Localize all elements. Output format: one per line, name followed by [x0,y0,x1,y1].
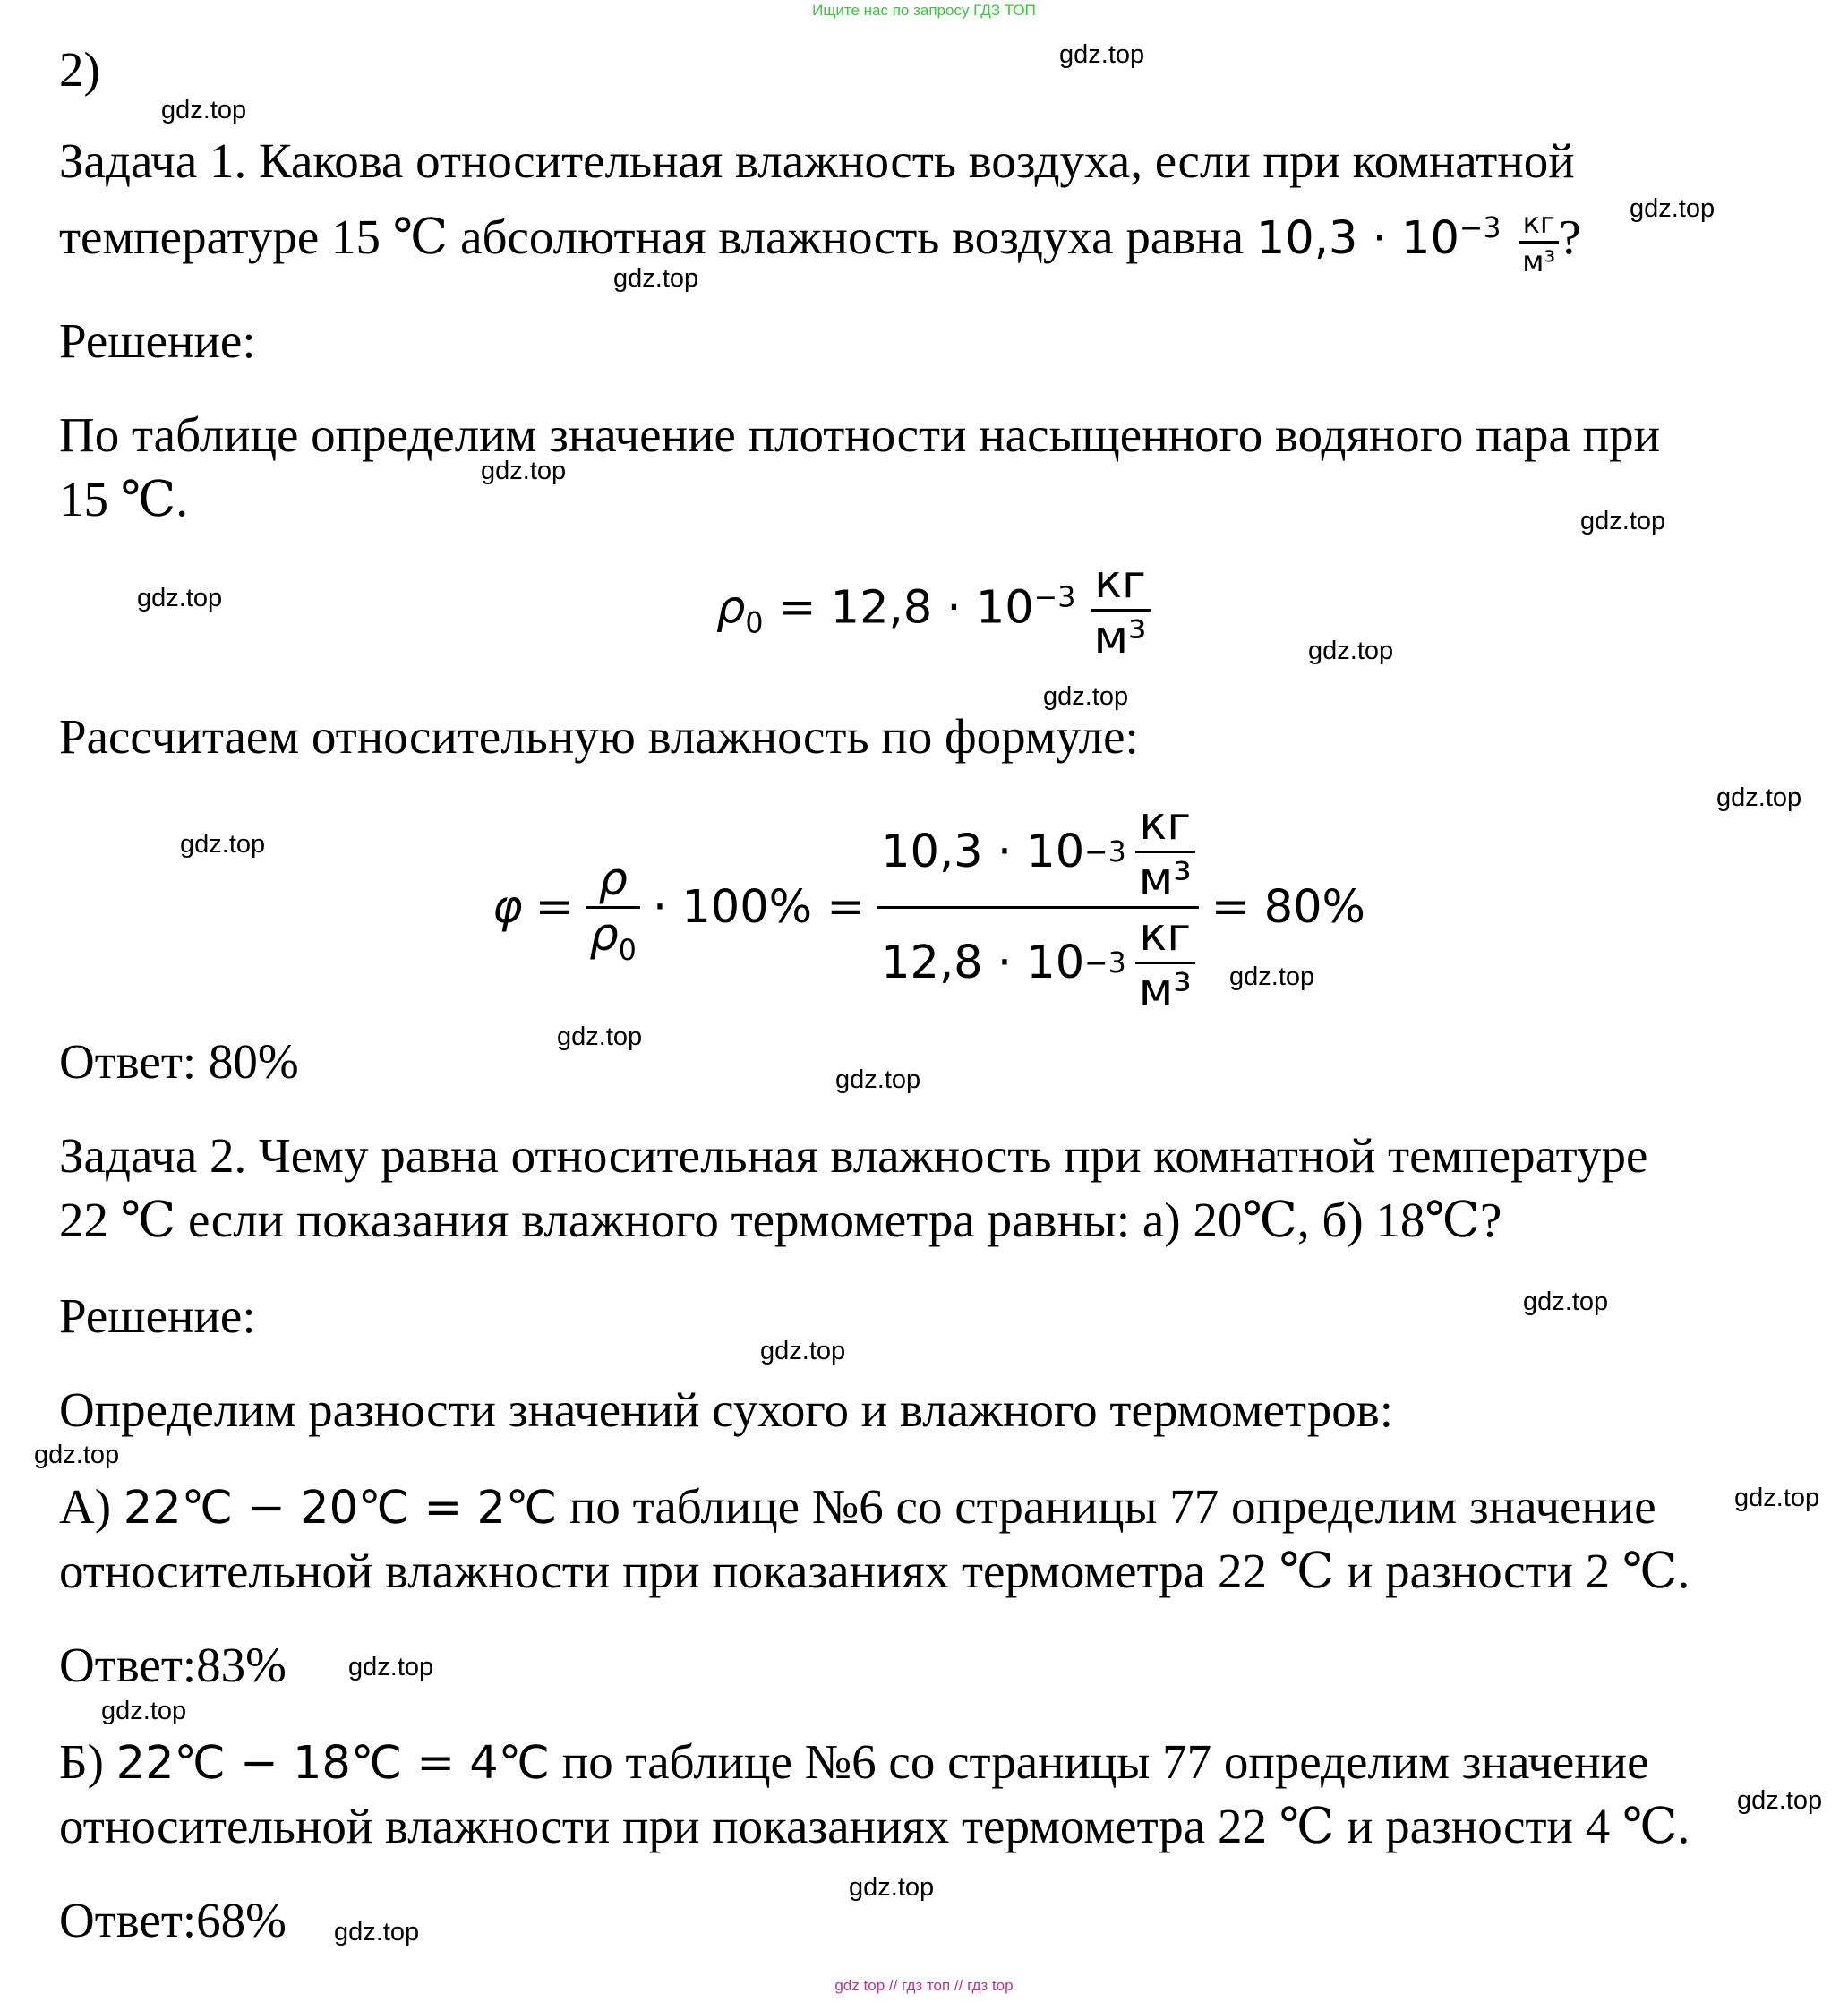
task1-step1-line2: 15 ℃. [59,472,189,526]
watermark: gdz.top [613,264,699,293]
task2-a-prefix: А) [59,1479,112,1534]
task2-solution-label: Решение: [59,1288,256,1343]
task2-a-text-line1: по таблице №6 со страницы 77 определим значение [569,1479,1656,1534]
watermark: gdz.top [34,1441,120,1469]
task2-a-line1 [59,1479,1656,1535]
watermark: gdz.top [1580,507,1666,535]
task2-b-prefix: Б) [59,1734,104,1789]
task1-answer: Ответ: 80% [59,1034,299,1089]
task1-question-line2 [59,206,1581,278]
task1-question-unit [1519,206,1559,278]
task1-question-line1: Задача 1. Какова относительная влажность воздуха, если при комнатной [59,133,1575,188]
footer-note: gdz top // гдз топ // гдз top [834,1977,1014,1994]
watermark: gdz.top [1734,1484,1820,1512]
watermark: gdz.top [1059,40,1145,69]
task1-step2: Рассчитаем относительную влажность по формуле: [59,709,1139,764]
task1-unit-den: м³ [1519,241,1559,276]
watermark: gdz.top [1630,194,1715,223]
watermark: gdz.top [557,1022,643,1051]
rho0-exp: −3 [1033,581,1076,614]
task2-b-line2: относительной влажности при показаниях термометра 22 ℃ и разности 4 ℃. [59,1799,1690,1853]
header-note: Ищите нас по запросу ГДЗ ТОП [812,2,1036,19]
watermark: gdz.top [1523,1288,1609,1316]
watermark: gdz.top [180,830,266,859]
part-label: 2) [59,42,100,97]
task2-b-text-line1: по таблице №6 со страницы 77 определим значение [561,1734,1649,1789]
watermark: gdz.top [1716,783,1802,812]
phi-result: = 80% [1211,881,1365,934]
watermark: gdz.top [137,584,223,612]
task2-b-math: 22℃ − 18℃ = 4℃ [116,1737,551,1790]
task1-question-exp: −3 [1459,212,1502,245]
phi-frac [586,853,640,968]
watermark: gdz.top [835,1065,921,1094]
watermark: gdz.top [334,1918,420,1946]
task2-a-answer: Ответ:83% [59,1638,287,1692]
rho0-sub: 0 [745,607,764,640]
phi-symbol: φ [492,881,523,934]
phi-eq: = [535,881,574,934]
phi-big-frac [877,798,1199,1017]
task1-step1-line1: По таблице определим значение плотности насыщенного водяного пара при [59,407,1661,462]
task2-question-line2: 22 ℃ если показания влажного термометра равны: а) 20℃, б) 18℃? [59,1193,1502,1247]
watermark: gdz.top [1043,682,1129,711]
task2-b-answer: Ответ:68% [59,1893,287,1947]
phi-big-den: 12,8 · 10 −3 $\frac{кг}{\text{м³}}$ [877,906,1199,1014]
phi-big-num-unit: $\frac{кг}{\text{м³}}$ [1135,801,1195,903]
watermark: gdz.top [760,1337,846,1365]
watermark: gdz.top [1229,962,1315,991]
watermark: gdz.top [849,1873,935,1902]
phi-frac-den: $\rho_0$ [586,906,640,958]
rho0-unit [1091,556,1151,664]
task2-a-math: 22℃ − 20℃ = 2℃ [123,1482,558,1535]
phi-big-num: 10,3 · 10 −3 $\frac{кг}{\text{м³}}$ [877,801,1199,906]
task1-unit-num: кг [1522,206,1555,240]
task1-question-value: $10,3 \cdot 10^{-3}$ [1255,212,1502,266]
task1-question-line2-text: температуре 15 ℃ абсолютная влажность воздуха равна [59,210,1245,265]
task1-solution-label: Решение: [59,313,256,368]
task2-step1: Определим разности значений сухого и влажного термометров: [59,1382,1393,1437]
phi-big-den-unit: $\frac{кг}{\text{м³}}$ [1135,912,1195,1014]
watermark: gdz.top [1737,1786,1823,1815]
watermark: gdz.top [348,1653,434,1681]
phi-times100: · 100% = [652,881,866,934]
rho0-unit-den: м³ [1091,609,1151,661]
watermark: gdz.top [161,96,247,124]
task1-question-mark: ? [1559,210,1581,265]
phi-frac-num: ρ [598,853,628,906]
rho0-unit-num: кг [1094,556,1146,609]
rho0-formula [716,556,1151,664]
rho0-value: = 12,8 · 10 [777,581,1034,635]
watermark: gdz.top [1308,637,1394,665]
task2-b-line1 [59,1734,1649,1790]
watermark: gdz.top [481,457,567,485]
watermark: gdz.top [101,1697,187,1725]
task2-a-line2: относительной влажности при показаниях термометра 22 ℃ и разности 2 ℃. [59,1544,1690,1598]
rho0-symbol: ρ [716,581,746,635]
task2-question-line1: Задача 2. Чему равна относительная влажность при комнатной температуре [59,1128,1648,1183]
